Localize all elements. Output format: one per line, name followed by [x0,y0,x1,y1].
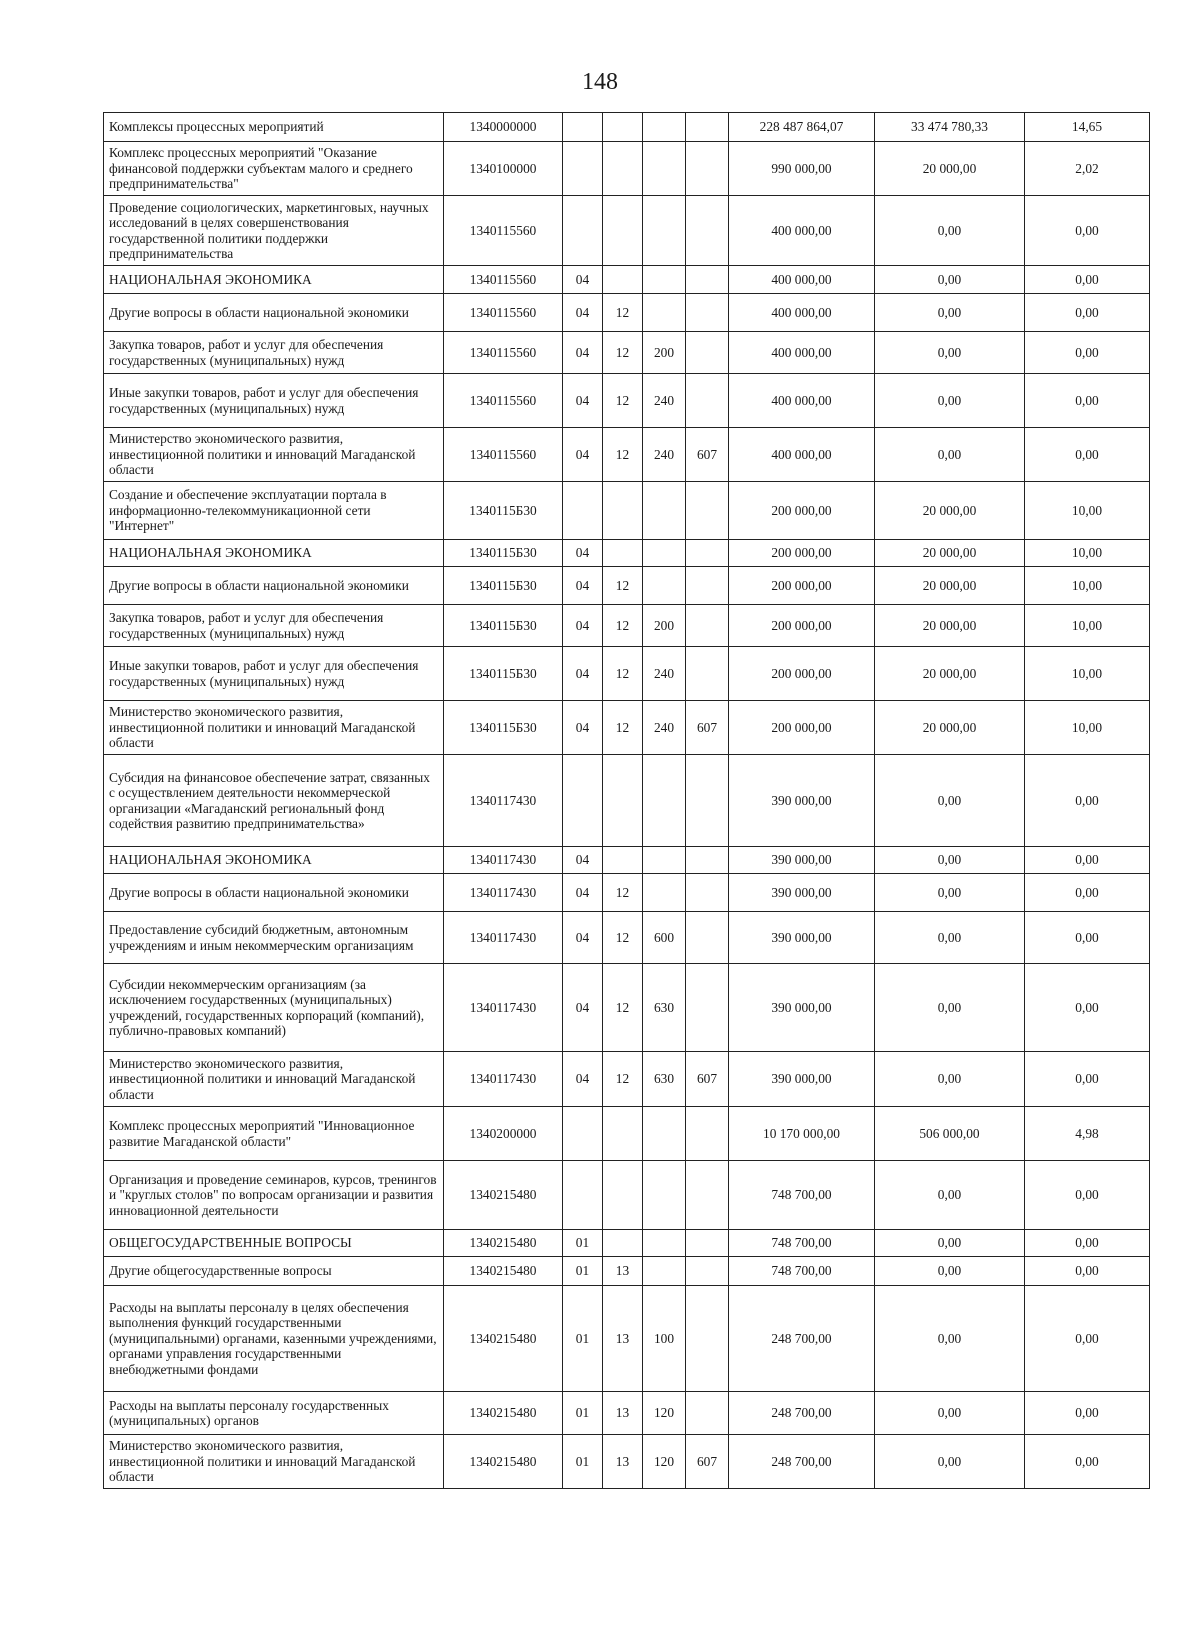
department-code-cell [686,1107,729,1161]
item-name-cell: Министерство экономического развития, инвестиционной политики и инноваций Магаданской области [104,701,444,755]
subsection-cell [603,266,643,294]
table-row [104,964,1150,1052]
expense-type-cell: 600 [643,912,686,964]
target-code-cell: 1340115560 [444,374,563,428]
section-cell [563,1107,603,1161]
subsection-cell [603,482,643,540]
department-code-cell [686,912,729,964]
executed-amount-cell: 33 474 780,33 [875,113,1025,142]
planned-amount-cell: 390 000,00 [729,912,875,964]
table-row [104,540,1150,567]
subsection-cell: 12 [603,374,643,428]
department-code-cell [686,1230,729,1257]
department-code-cell [686,605,729,647]
table-row [104,142,1150,196]
section-cell: 04 [563,374,603,428]
item-name-cell: Другие вопросы в области национальной экономики [104,567,444,605]
subsection-cell [603,540,643,567]
table-row [104,755,1150,847]
target-code-cell: 1340115Б30 [444,605,563,647]
section-cell: 04 [563,1052,603,1107]
planned-amount-cell: 390 000,00 [729,874,875,912]
item-name-cell: Закупка товаров, работ и услуг для обеспечения государственных (муниципальных) нужд [104,332,444,374]
target-code-cell: 1340117430 [444,912,563,964]
expense-type-cell: 630 [643,1052,686,1107]
planned-amount-cell: 390 000,00 [729,964,875,1052]
expense-type-cell [643,755,686,847]
planned-amount-cell: 390 000,00 [729,1052,875,1107]
target-code-cell: 1340215480 [444,1392,563,1435]
executed-amount-cell: 0,00 [875,332,1025,374]
department-code-cell [686,540,729,567]
section-cell [563,196,603,266]
execution-percent-cell: 14,65 [1025,113,1150,142]
execution-percent-cell: 0,00 [1025,266,1150,294]
expense-type-cell: 240 [643,701,686,755]
section-cell: 04 [563,605,603,647]
item-name-cell: Иные закупки товаров, работ и услуг для обеспечения государственных (муниципальных) нужд [104,647,444,701]
target-code-cell: 1340115560 [444,332,563,374]
item-name-cell: Организация и проведение семинаров, курсов, тренингов и "круглых столов" по вопросам организации и развития инновационной деятельности [104,1161,444,1230]
executed-amount-cell: 0,00 [875,266,1025,294]
item-name-cell: Субсидии некоммерческим организациям (за исключением государственных (муниципальных) учреждений, государственных корпораций (компаний), публично-правовых компаний) [104,964,444,1052]
table-row [104,647,1150,701]
department-code-cell [686,266,729,294]
item-name-cell: Создание и обеспечение эксплуатации портала в информационно-телекоммуникационной сети "Интернет" [104,482,444,540]
expense-type-cell [643,1107,686,1161]
item-name-cell: Предоставление субсидий бюджетным, автономным учреждениям и иным некоммерческим организациям [104,912,444,964]
subsection-cell: 12 [603,912,643,964]
section-cell [563,482,603,540]
expense-type-cell: 630 [643,964,686,1052]
target-code-cell: 1340115560 [444,294,563,332]
target-code-cell: 1340115Б30 [444,701,563,755]
execution-percent-cell: 0,00 [1025,374,1150,428]
executed-amount-cell: 0,00 [875,1392,1025,1435]
target-code-cell: 1340117430 [444,964,563,1052]
expense-type-cell [643,1257,686,1286]
expense-type-cell [643,294,686,332]
item-name-cell: Министерство экономического развития, инвестиционной политики и инноваций Магаданской области [104,428,444,482]
target-code-cell: 1340117430 [444,847,563,874]
table-row [104,1257,1150,1286]
executed-amount-cell: 0,00 [875,1230,1025,1257]
section-cell: 01 [563,1286,603,1392]
execution-percent-cell: 0,00 [1025,1230,1150,1257]
section-cell: 04 [563,294,603,332]
table-row [104,332,1150,374]
expense-type-cell [643,847,686,874]
subsection-cell: 12 [603,294,643,332]
executed-amount-cell: 20 000,00 [875,647,1025,701]
executed-amount-cell: 0,00 [875,1052,1025,1107]
executed-amount-cell: 20 000,00 [875,482,1025,540]
executed-amount-cell: 0,00 [875,964,1025,1052]
target-code-cell: 1340215480 [444,1257,563,1286]
planned-amount-cell: 200 000,00 [729,647,875,701]
expense-type-cell [643,1161,686,1230]
department-code-cell [686,847,729,874]
section-cell: 04 [563,912,603,964]
target-code-cell: 1340200000 [444,1107,563,1161]
subsection-cell: 12 [603,701,643,755]
planned-amount-cell: 200 000,00 [729,482,875,540]
subsection-cell [603,847,643,874]
table-row [104,1052,1150,1107]
planned-amount-cell: 228 487 864,07 [729,113,875,142]
executed-amount-cell: 0,00 [875,1435,1025,1489]
executed-amount-cell: 0,00 [875,196,1025,266]
execution-percent-cell: 0,00 [1025,1392,1150,1435]
item-name-cell: НАЦИОНАЛЬНАЯ ЭКОНОМИКА [104,847,444,874]
subsection-cell [603,142,643,196]
execution-percent-cell: 0,00 [1025,428,1150,482]
target-code-cell: 1340215480 [444,1161,563,1230]
item-name-cell: Проведение социологических, маркетинговых, научных исследований в целях совершенствования государственной политики поддержки предпринимательства [104,196,444,266]
table-row [104,1435,1150,1489]
table-row [104,847,1150,874]
planned-amount-cell: 748 700,00 [729,1161,875,1230]
expense-type-cell [643,266,686,294]
table-row [104,1392,1150,1435]
target-code-cell: 1340115Б30 [444,482,563,540]
department-code-cell [686,1286,729,1392]
target-code-cell: 1340215480 [444,1230,563,1257]
executed-amount-cell: 0,00 [875,428,1025,482]
section-cell: 04 [563,701,603,755]
table-row [104,1230,1150,1257]
target-code-cell: 1340117430 [444,1052,563,1107]
table-row [104,113,1150,142]
department-code-cell [686,1161,729,1230]
item-name-cell: ОБЩЕГОСУДАРСТВЕННЫЕ ВОПРОСЫ [104,1230,444,1257]
planned-amount-cell: 400 000,00 [729,294,875,332]
execution-percent-cell: 0,00 [1025,755,1150,847]
subsection-cell [603,196,643,266]
section-cell: 01 [563,1435,603,1489]
item-name-cell: НАЦИОНАЛЬНАЯ ЭКОНОМИКА [104,540,444,567]
item-name-cell: Другие вопросы в области национальной экономики [104,874,444,912]
expense-type-cell [643,196,686,266]
planned-amount-cell: 748 700,00 [729,1230,875,1257]
subsection-cell: 13 [603,1392,643,1435]
expense-type-cell: 200 [643,605,686,647]
execution-percent-cell: 0,00 [1025,964,1150,1052]
item-name-cell: Иные закупки товаров, работ и услуг для обеспечения государственных (муниципальных) нужд [104,374,444,428]
table-row [104,428,1150,482]
subsection-cell [603,1107,643,1161]
section-cell: 01 [563,1257,603,1286]
target-code-cell: 1340000000 [444,113,563,142]
executed-amount-cell: 20 000,00 [875,142,1025,196]
expense-type-cell [643,567,686,605]
table-row [104,196,1150,266]
expense-type-cell: 240 [643,428,686,482]
executed-amount-cell: 0,00 [875,1257,1025,1286]
item-name-cell: Другие общегосударственные вопросы [104,1257,444,1286]
target-code-cell: 1340215480 [444,1286,563,1392]
department-code-cell: 607 [686,428,729,482]
table-row [104,701,1150,755]
execution-percent-cell: 0,00 [1025,332,1150,374]
department-code-cell [686,142,729,196]
executed-amount-cell: 20 000,00 [875,701,1025,755]
executed-amount-cell: 0,00 [875,755,1025,847]
table-row [104,605,1150,647]
expense-type-cell [643,540,686,567]
item-name-cell: НАЦИОНАЛЬНАЯ ЭКОНОМИКА [104,266,444,294]
item-name-cell: Министерство экономического развития, инвестиционной политики и инноваций Магаданской области [104,1435,444,1489]
execution-percent-cell: 0,00 [1025,294,1150,332]
executed-amount-cell: 20 000,00 [875,567,1025,605]
page-number: 148 [582,69,618,95]
department-code-cell [686,874,729,912]
planned-amount-cell: 200 000,00 [729,540,875,567]
budget-table [103,112,1150,1489]
department-code-cell: 607 [686,1435,729,1489]
execution-percent-cell: 2,02 [1025,142,1150,196]
executed-amount-cell: 0,00 [875,1286,1025,1392]
section-cell: 04 [563,428,603,482]
department-code-cell [686,1392,729,1435]
subsection-cell: 12 [603,1052,643,1107]
expense-type-cell [643,1230,686,1257]
section-cell: 04 [563,964,603,1052]
department-code-cell [686,755,729,847]
table-row [104,1286,1150,1392]
department-code-cell [686,567,729,605]
subsection-cell: 12 [603,605,643,647]
item-name-cell: Министерство экономического развития, инвестиционной политики и инноваций Магаданской области [104,1052,444,1107]
target-code-cell: 1340117430 [444,874,563,912]
expense-type-cell: 120 [643,1435,686,1489]
executed-amount-cell: 0,00 [875,1161,1025,1230]
expense-type-cell: 100 [643,1286,686,1392]
target-code-cell: 1340215480 [444,1435,563,1489]
subsection-cell [603,1161,643,1230]
planned-amount-cell: 248 700,00 [729,1435,875,1489]
table-row [104,1161,1150,1230]
execution-percent-cell: 10,00 [1025,567,1150,605]
expense-type-cell: 240 [643,374,686,428]
section-cell [563,142,603,196]
target-code-cell: 1340100000 [444,142,563,196]
target-code-cell: 1340115Б30 [444,540,563,567]
department-code-cell: 607 [686,701,729,755]
planned-amount-cell: 248 700,00 [729,1286,875,1392]
execution-percent-cell: 0,00 [1025,874,1150,912]
execution-percent-cell: 0,00 [1025,912,1150,964]
item-name-cell: Другие вопросы в области национальной экономики [104,294,444,332]
execution-percent-cell: 10,00 [1025,605,1150,647]
expense-type-cell: 120 [643,1392,686,1435]
subsection-cell: 12 [603,428,643,482]
department-code-cell [686,113,729,142]
expense-type-cell [643,482,686,540]
execution-percent-cell: 10,00 [1025,540,1150,567]
section-cell [563,755,603,847]
execution-percent-cell: 0,00 [1025,1286,1150,1392]
section-cell [563,113,603,142]
planned-amount-cell: 400 000,00 [729,428,875,482]
subsection-cell: 13 [603,1257,643,1286]
subsection-cell [603,113,643,142]
execution-percent-cell: 10,00 [1025,482,1150,540]
department-code-cell [686,482,729,540]
target-code-cell: 1340115560 [444,196,563,266]
planned-amount-cell: 200 000,00 [729,605,875,647]
execution-percent-cell: 0,00 [1025,1161,1150,1230]
expense-type-cell: 200 [643,332,686,374]
item-name-cell: Комплекс процессных мероприятий "Оказание финансовой поддержки субъектам малого и среднего предпринимательства" [104,142,444,196]
table-row [104,266,1150,294]
item-name-cell: Расходы на выплаты персоналу государственных (муниципальных) органов [104,1392,444,1435]
target-code-cell: 1340115560 [444,266,563,294]
planned-amount-cell: 200 000,00 [729,701,875,755]
item-name-cell: Комплексы процессных мероприятий [104,113,444,142]
execution-percent-cell: 0,00 [1025,1052,1150,1107]
target-code-cell: 1340115Б30 [444,567,563,605]
table-row [104,912,1150,964]
target-code-cell: 1340117430 [444,755,563,847]
section-cell: 04 [563,874,603,912]
executed-amount-cell: 0,00 [875,847,1025,874]
table-row [104,294,1150,332]
section-cell: 04 [563,540,603,567]
planned-amount-cell: 10 170 000,00 [729,1107,875,1161]
subsection-cell: 13 [603,1435,643,1489]
planned-amount-cell: 400 000,00 [729,266,875,294]
department-code-cell [686,1257,729,1286]
subsection-cell: 12 [603,567,643,605]
executed-amount-cell: 0,00 [875,874,1025,912]
subsection-cell: 12 [603,332,643,374]
execution-percent-cell: 0,00 [1025,847,1150,874]
planned-amount-cell: 400 000,00 [729,374,875,428]
table-row [104,1107,1150,1161]
executed-amount-cell: 20 000,00 [875,540,1025,567]
subsection-cell [603,1230,643,1257]
department-code-cell [686,294,729,332]
executed-amount-cell: 0,00 [875,374,1025,428]
item-name-cell: Субсидия на финансовое обеспечение затрат, связанных с осуществлением деятельности некоммерческой организации «Магаданский региональный фонд содействия развитию предпринимательства» [104,755,444,847]
department-code-cell [686,964,729,1052]
execution-percent-cell: 4,98 [1025,1107,1150,1161]
subsection-cell [603,755,643,847]
section-cell: 04 [563,847,603,874]
expense-type-cell: 240 [643,647,686,701]
expense-type-cell [643,113,686,142]
executed-amount-cell: 0,00 [875,912,1025,964]
department-code-cell [686,374,729,428]
table-row [104,482,1150,540]
execution-percent-cell: 0,00 [1025,1435,1150,1489]
section-cell: 04 [563,332,603,374]
execution-percent-cell: 0,00 [1025,1257,1150,1286]
expense-type-cell [643,874,686,912]
department-code-cell [686,647,729,701]
planned-amount-cell: 748 700,00 [729,1257,875,1286]
item-name-cell: Закупка товаров, работ и услуг для обеспечения государственных (муниципальных) нужд [104,605,444,647]
table-row [104,567,1150,605]
item-name-cell: Расходы на выплаты персоналу в целях обеспечения выполнения функций государственными (муниципальными) органами, казенными учреждениями, органами управления государственными внебюджетными фондами [104,1286,444,1392]
executed-amount-cell: 0,00 [875,294,1025,332]
department-code-cell [686,196,729,266]
expense-type-cell [643,142,686,196]
executed-amount-cell: 20 000,00 [875,605,1025,647]
subsection-cell: 12 [603,964,643,1052]
department-code-cell [686,332,729,374]
planned-amount-cell: 390 000,00 [729,755,875,847]
target-code-cell: 1340115560 [444,428,563,482]
target-code-cell: 1340115Б30 [444,647,563,701]
section-cell [563,1161,603,1230]
department-code-cell: 607 [686,1052,729,1107]
section-cell: 04 [563,647,603,701]
planned-amount-cell: 990 000,00 [729,142,875,196]
planned-amount-cell: 400 000,00 [729,332,875,374]
subsection-cell: 12 [603,874,643,912]
section-cell: 01 [563,1230,603,1257]
section-cell: 04 [563,567,603,605]
item-name-cell: Комплекс процессных мероприятий "Инновационное развитие Магаданской области" [104,1107,444,1161]
execution-percent-cell: 10,00 [1025,647,1150,701]
subsection-cell: 12 [603,647,643,701]
planned-amount-cell: 390 000,00 [729,847,875,874]
execution-percent-cell: 0,00 [1025,196,1150,266]
section-cell: 04 [563,266,603,294]
planned-amount-cell: 200 000,00 [729,567,875,605]
planned-amount-cell: 400 000,00 [729,196,875,266]
table-row [104,374,1150,428]
table-row [104,874,1150,912]
planned-amount-cell: 248 700,00 [729,1392,875,1435]
executed-amount-cell: 506 000,00 [875,1107,1025,1161]
subsection-cell: 13 [603,1286,643,1392]
section-cell: 01 [563,1392,603,1435]
execution-percent-cell: 10,00 [1025,701,1150,755]
